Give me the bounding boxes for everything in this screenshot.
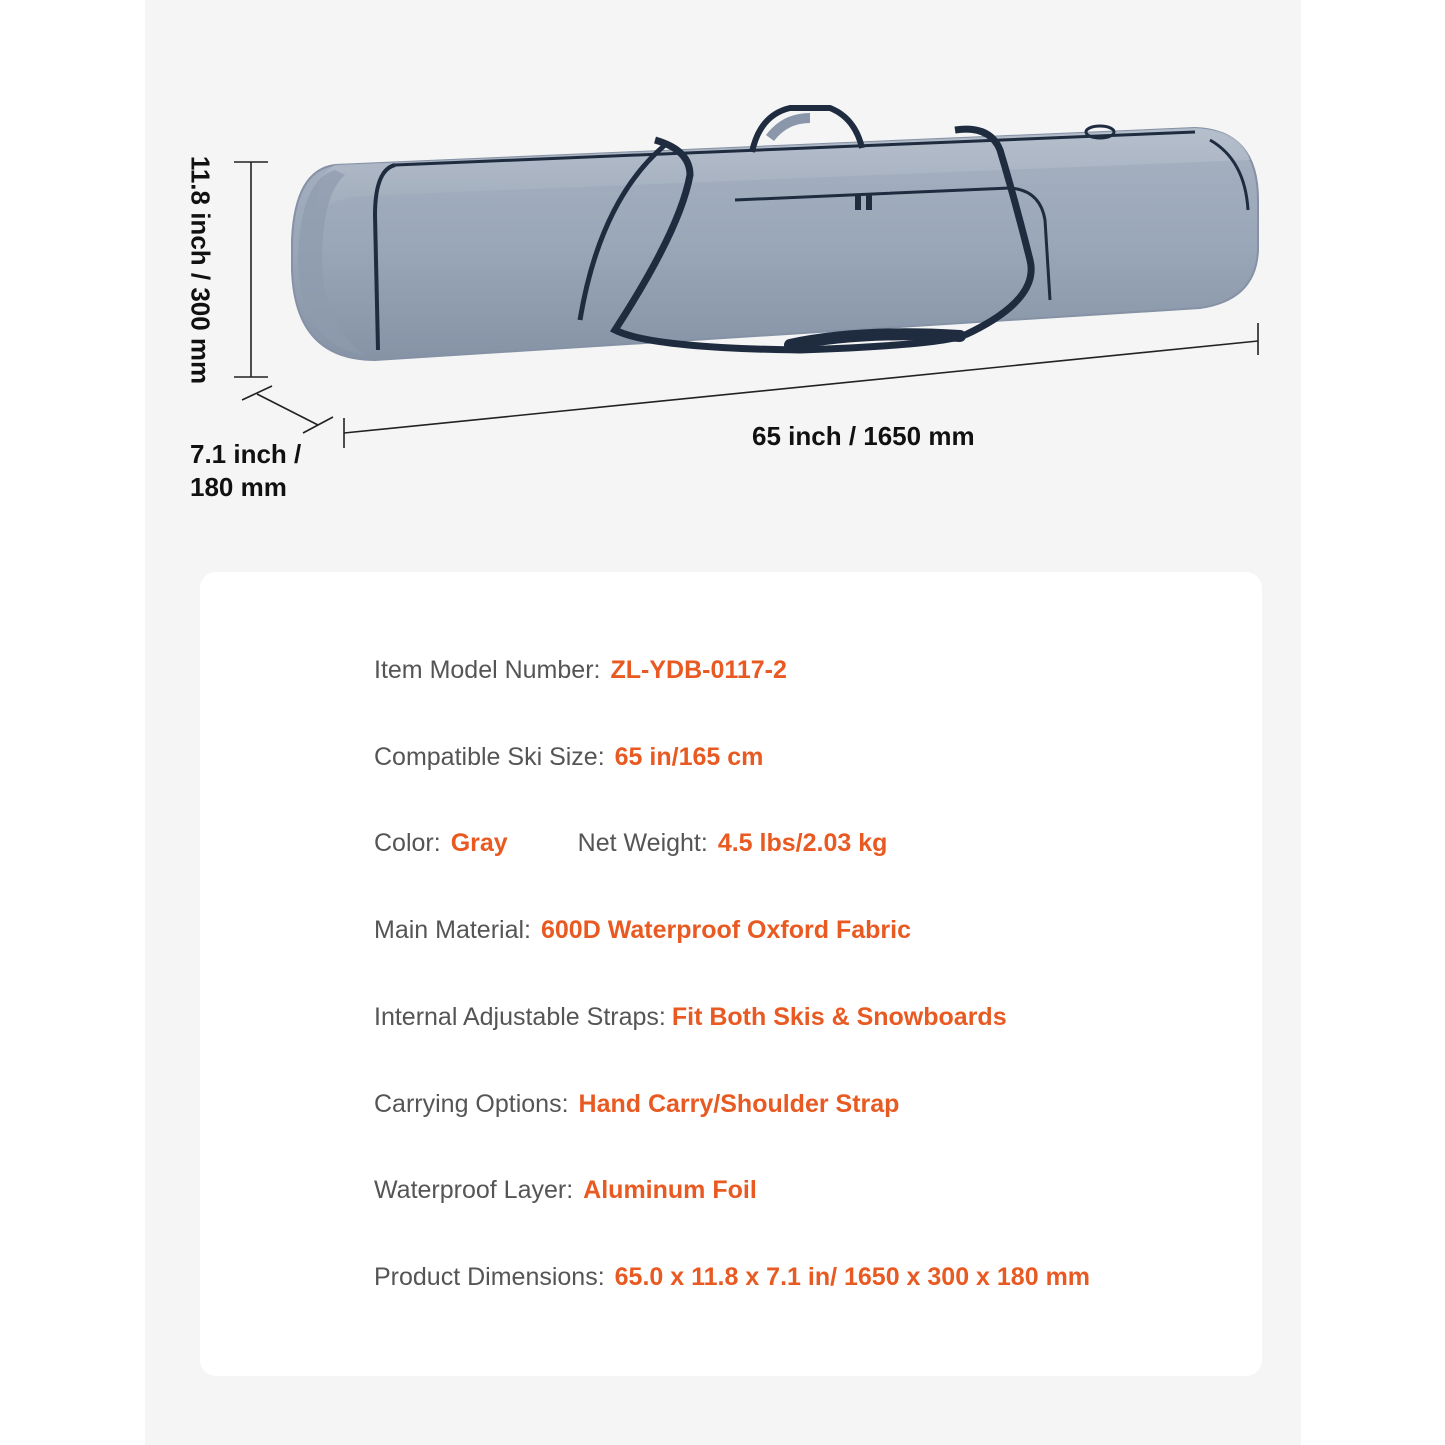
spec-row-carrying [374, 1089, 899, 1119]
spec-label: Internal Adjustable Straps: [374, 1003, 666, 1031]
length-dimension-label: 65 inch / 1650 mm [752, 421, 975, 451]
spec-label: Main Material: [374, 916, 531, 944]
depth-dimension-label [190, 438, 301, 504]
product-figure [0, 0, 1445, 560]
spec-value: 65 in/165 cm [614, 743, 764, 771]
depth-dimension-line1: 7.1 inch / [190, 439, 302, 469]
spec-label: Compatible Ski Size: [374, 743, 605, 771]
spec-card [200, 572, 1262, 1376]
spec-value: Hand Carry/Shoulder Strap [578, 1090, 900, 1118]
spec-row-dimensions [374, 1262, 1090, 1292]
spec-label: Waterproof Layer: [374, 1176, 574, 1204]
depth-dimension-line2: 180 mm [190, 472, 287, 502]
spec-row-model [374, 655, 787, 685]
spec-row-straps [374, 1002, 1007, 1032]
spec-value: Aluminum Foil [583, 1176, 757, 1204]
spec-value: 4.5 lbs/2.03 kg [717, 829, 888, 857]
spec-label: Carrying Options: [374, 1090, 569, 1118]
spec-row-color-weight [374, 828, 887, 858]
spec-label: Color: [374, 829, 441, 857]
spec-value: 600D Waterproof Oxford Fabric [541, 916, 911, 944]
spec-row-material [374, 915, 911, 945]
spec-value: Gray [450, 829, 508, 857]
spec-label: Product Dimensions: [374, 1263, 605, 1291]
spec-label: Item Model Number: [374, 656, 601, 684]
spec-value: ZL-YDB-0117-2 [610, 656, 787, 684]
spec-value: Fit Both Skis & Snowboards [671, 1003, 1007, 1031]
spec-value: 65.0 x 11.8 x 7.1 in/ 1650 x 300 x 180 mm [614, 1263, 1091, 1291]
spec-row-ski-size [374, 742, 763, 772]
spec-label: Net Weight: [577, 829, 708, 857]
height-dimension-label: 11.8 inch / 300 mm [185, 155, 216, 385]
spec-row-waterproof [374, 1175, 757, 1205]
